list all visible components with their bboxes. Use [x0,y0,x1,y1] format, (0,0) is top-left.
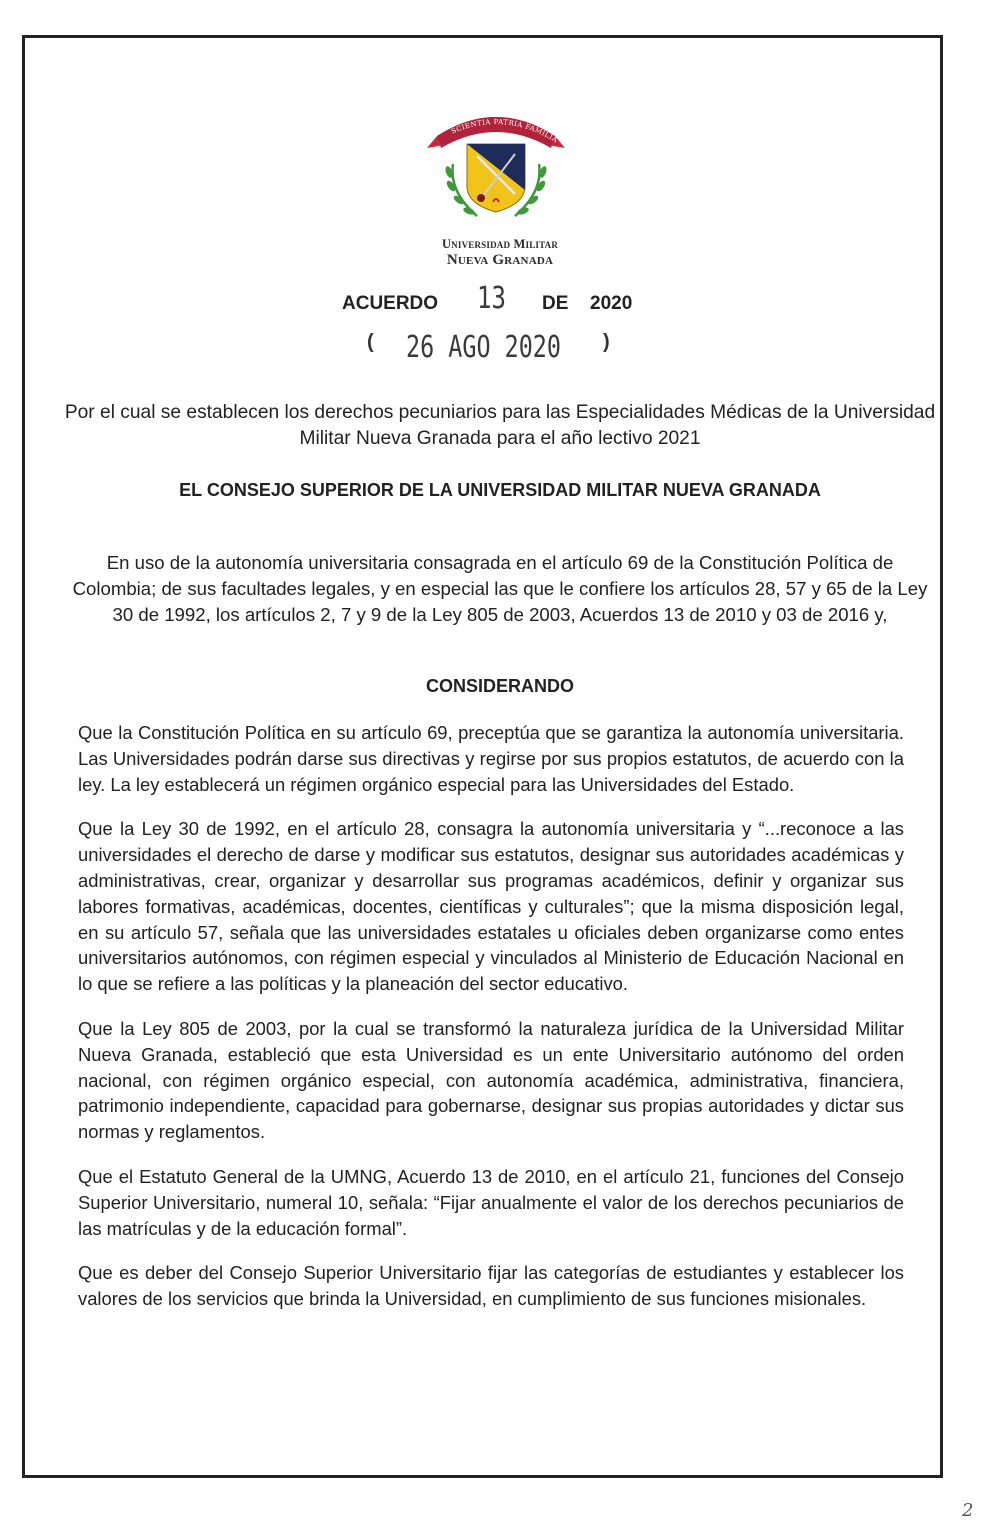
considerando-paragraph: Que la Ley 805 de 2003, por la cual se transformó la naturaleza jurídica de la Universidad Militar Nueva Granada, estableció que esta Universidad es un ente Universitario autónomo del orden nacional, con régimen orgánico especial, con autonomía académica, administrativa, financiera, patrimonio independiente, capacidad para gobernarse, designar sus propias autoridades y dictar sus normas y reglamentos. [78,1017,904,1143]
considerando-heading: CONSIDERANDO [425,676,574,696]
agreement-de-label: DE [542,293,569,314]
preamble-paragraph: En uso de la autonomía universitaria consagrada en el artículo 69 de la Constitución Política de Colombia; de sus facultades legales, y en especial las que le confiere los artículos 28, 57 y 65 de la Ley 30 de 1992, los artículos 2, 7 y 9 de la Ley 805 de 2003, Acuerdos 13 de 2010 y 03 de 2016 y, [72,552,928,625]
considerando-paragraph: Que la Constitución Política en su artículo 69, preceptúa que se garantiza la autonomía universitaria. Las Universidades podrán darse sus directivas y regirse por sus propios estatutos, de acuerdo con la ley. La ley establecerá un régimen orgánico especial para las Universidades del Estado. [78,722,904,795]
date-paren-close: ) [603,331,610,353]
document-subtitle: Por el cual se establecen los derechos pecuniarios para las Especialidades Médicas de la Universidad Militar Nueva Granada para el año lectivo 2021 [64,402,936,449]
considerando-paragraph: Que el Estatuto General de la UMNG, Acuerdo 13 de 2010, en el artículo 21, funciones del Consejo Superior Universitario, numeral 10, señala: “Fijar anualmente el valor de los derechos pecuniarios de las matrículas y de la educación formal”. [78,1165,904,1239]
considerando-body [78,720,904,1331]
university-name-line1: Universidad Militar [441,237,559,251]
date-stamp: 26 AGO 2020 [406,330,561,365]
umng-crest-icon [423,112,569,228]
council-heading: EL CONSEJO SUPERIOR DE LA UNIVERSIDAD MILITAR NUEVA GRANADA [179,480,821,500]
crest-motto: SCIENTIA PATRIA FAMILIA [450,117,560,145]
page-number-handwritten: 2 [962,1500,974,1521]
agreement-year: 2020 [590,293,633,314]
date-paren-open: ( [367,331,374,353]
considerando-paragraph: Que la Ley 30 de 1992, en el artículo 28, consagra la autonomía universitaria y “...reconoce a las universidades el derecho de darse y modificar sus estatutos, designar sus autoridades académicas y administrativas, crear, organizar y desarrollar sus programas académicos, definir y organizar sus labores formativas, académicas, docentes, científicas y culturales”; que la misma disposición legal, en su artículo 57, señala que las universidades estatales u oficiales deben organizarse como entes universitarios autónomos, con régimen especial y vinculados al Ministerio de Educación Nacional en lo que se refiere a las políticas y la planeación del sector educativo. [78,818,904,995]
agreement-number-stamp: 13 [477,281,506,316]
agreement-label: ACUERDO [342,293,439,314]
university-name-line2: Nueva Granada [446,252,554,268]
considerando-paragraph: Que es deber del Consejo Superior Universitario fijar las categorías de estudiantes y establecer los valores de los servicios que brinda la Universidad, en cumplimiento de sus funciones misionales. [78,1262,904,1310]
